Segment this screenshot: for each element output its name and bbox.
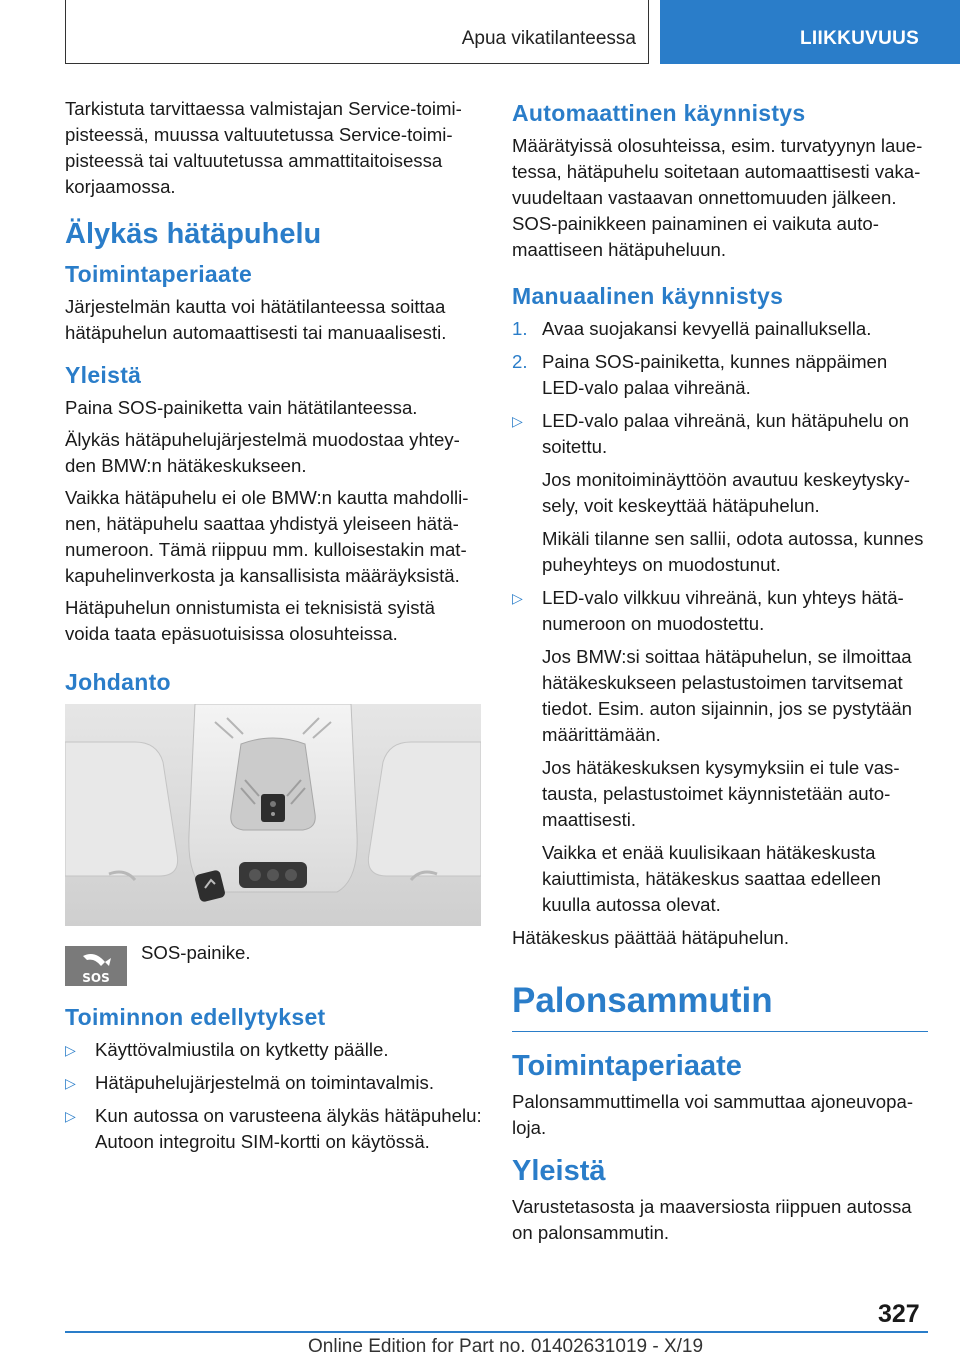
heading-fire-principle: Toimintaperiaate <box>512 1050 742 1082</box>
triangle-bullet-icon: ▷ <box>512 590 523 606</box>
heading-automatic-start: Automaattinen käynnistys <box>512 100 806 126</box>
right-column <box>512 96 928 1252</box>
heading-smart-emergency-call: Älykäs hätäpuhelu <box>65 218 322 250</box>
general-paragraph: Paina SOS-painiketta vain hätätilanteessa. <box>65 397 418 418</box>
sos-icon-label: SOS <box>82 971 110 985</box>
heading-introduction: Johdanto <box>65 669 171 695</box>
list-item: ▷ LED-valo palaa vihreänä, kun hätäpuhelu on soitettu. <box>512 410 909 457</box>
sub-paragraph: Jos hätäkeskuksen kysymyksiin ei tule vastausta, pelastustoimet käynnistetään automaattisesti. <box>542 757 900 830</box>
general-paragraph: Älykäs hätäpuhelujärjestelmä muodostaa yhteyden BMW:n hätäkeskukseen. <box>65 429 460 476</box>
fire-principle-paragraph: Palonsammuttimella voi sammuttaa ajoneuvopaloja. <box>512 1091 914 1138</box>
step-item: 2. Paina SOS-painiketta, kunnes näppäimen LED-valo palaa vihreänä. <box>512 351 888 398</box>
triangle-bullet-icon: ▷ <box>65 1075 76 1091</box>
sos-button-icon <box>65 946 127 986</box>
image-caption: SOS-painike. <box>141 942 251 963</box>
list-item: ▷ Käyttövalmiustila on kytketty päälle. <box>65 1037 483 1063</box>
chapter-tab <box>660 0 960 64</box>
prerequisites-list <box>65 1037 483 1155</box>
heading-fire-general: Yleistä <box>512 1155 606 1187</box>
heading-general: Yleistä <box>65 362 142 388</box>
sub-paragraph: Vaikka et enää kuulisikaan hätäkeskusta kaiuttimista, hätäkeskus saattaa edelleen kuulla autossa olevat. <box>542 842 882 915</box>
sub-paragraph: Jos monitoiminäyttöön avautuu keskeytyskysely, voit keskeyttää hätäpuhelun. <box>542 469 910 516</box>
heading-fire-extinguisher: Palonsammutin <box>512 981 928 1032</box>
page-number: 327 <box>878 1300 920 1328</box>
list-item: ▷ Kun autossa on varusteena älykäs hätäpuhelu: Autoon integroitu SIM-kortti on käytössä. <box>65 1105 482 1152</box>
steps-list <box>512 316 928 460</box>
fire-general-paragraph: Varustetasosta ja maaversiosta riippuen autossa on palonsammutin. <box>512 1196 912 1243</box>
sub-paragraph: Jos BMW:si soittaa hätäpuhelun, se ilmoittaa hätäkeskukseen pelastustoimen tarvitsemat tiedot. Esim. auton sijainnin, jos se pystytään määrittämään. <box>542 646 913 745</box>
general-paragraph: Hätäpuhelun onnistumista ei teknisistä syistä voida taata epäsuotuisissa olosuhteissa. <box>65 597 436 644</box>
edition-note: Online Edition for Part no. 01402631019 - X/19 <box>308 1336 704 1357</box>
triangle-bullet-icon: ▷ <box>65 1108 76 1124</box>
section-title: Apua vikatilanteessa <box>461 28 636 49</box>
general-paragraph: Vaikka hätäpuhelu ei ole BMW:n kautta mahdollinen, hätäpuhelu saattaa yhdistyä yleiseen hätänumeroon. Tämä riippuu mm. kulloisestakin matkapuhelinverkosta ja kansallisista määräyksistä. <box>65 487 469 586</box>
left-column <box>65 96 483 1162</box>
automatic-start-paragraph: Määrätyissä olosuhteissa, esim. turvatyynyn lauetessa, hätäpuhelu soitetaan automaattisesti vakavuudeltaan vastaavan onnettomuuden jälkeen. SOS-painikkeen painaminen ei vaikuta automaattiseen hätäpuheluun. <box>512 135 923 260</box>
heading-principle: Toimintaperiaate <box>65 261 253 287</box>
list-item: ▷ LED-valo vilkkuu vihreänä, kun yhteys hätänumeroon on muodostettu. <box>512 587 904 634</box>
intro-paragraph: Tarkistuta tarvittaessa valmistajan Service-toimipisteessä, muussa valtuutetussa Service-toimipisteessä tai valtuutetussa ammattitaitoisessa korjaamossa. <box>65 98 462 197</box>
list-item: ▷ Hätäpuhelujärjestelmä on toimintavalmis. <box>65 1070 483 1096</box>
overhead-console-photo <box>65 704 481 926</box>
triangle-bullet-icon: ▷ <box>512 413 523 429</box>
chapter-title: LIIKKUVUUS <box>800 28 920 49</box>
triangle-bullet-icon: ▷ <box>65 1042 76 1058</box>
heading-manual-start: Manuaalinen käynnistys <box>512 283 784 309</box>
footer-rule <box>65 1331 928 1333</box>
heading-prerequisites: Toiminnon edellytykset <box>65 1004 326 1030</box>
running-header <box>65 0 649 64</box>
sub-paragraph: Mikäli tilanne sen sallii, odota autossa, kunnes puheyhteys on muodostunut. <box>542 528 924 575</box>
step-item: 1. Avaa suojakansi kevyellä painalluksella. <box>512 318 872 339</box>
closing-paragraph: Hätäkeskus päättää hätäpuhelun. <box>512 927 790 948</box>
principle-paragraph: Järjestelmän kautta voi hätätilanteessa soittaa hätäpuhelun automaattisesti tai manuaalisesti. <box>65 296 447 343</box>
